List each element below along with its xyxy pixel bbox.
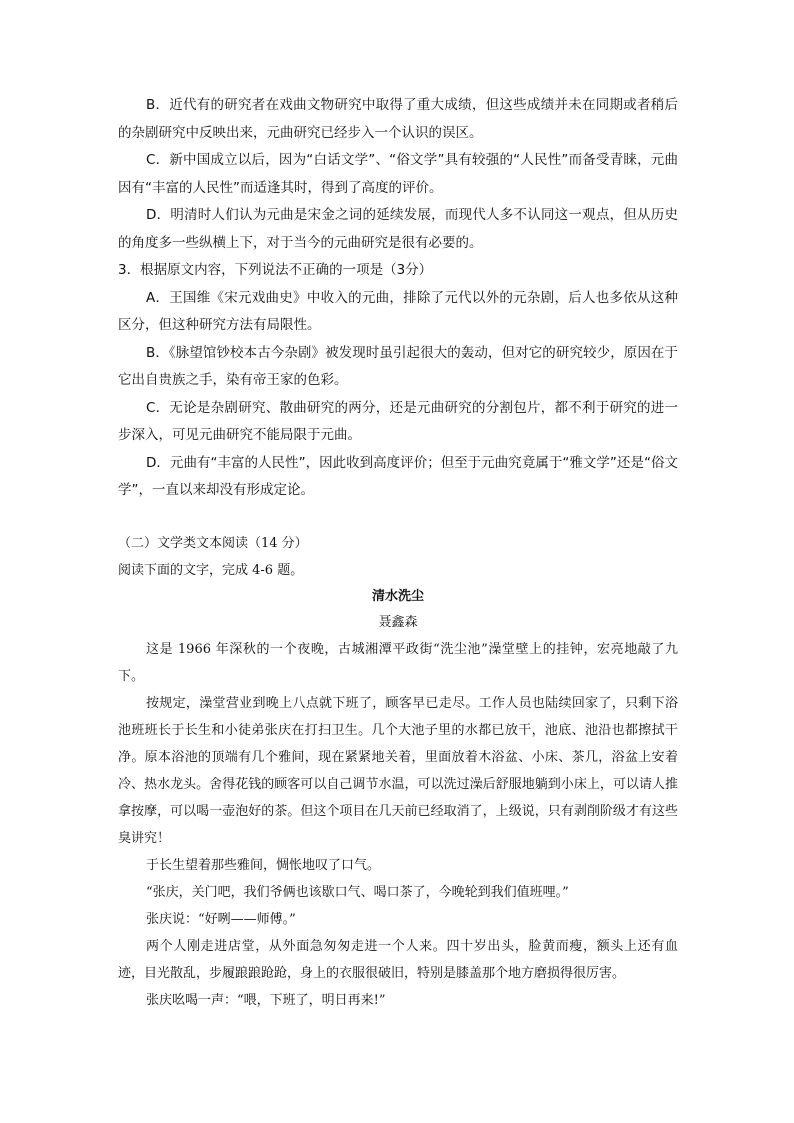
story-paragraph: 这是 1966 年深秋的一个夜晚，古城湘潭平政街“洗尘池”澡堂壁上的挂钟，宏亮地敲了九下。 [118, 642, 678, 684]
q3-option-d: D．元曲有“丰富的人民性”，因此收到高度评价；但至于元曲究竟属于“雅文学”还是“俗文学”，一直以来却没有形成定论。 [118, 454, 678, 498]
question-2-options-continued [118, 92, 678, 505]
q3-option-c: C．无论是杂剧研究、散曲研究的两分，还是元曲研究的分割包片，都不利于研究的进一步深入，可见元曲研究不能局限于元曲。 [118, 399, 678, 443]
option-c: C．新中国成立以后，因为“白话文学”、“俗文学”具有较强的“人民性”而备受青睐，元曲因有“丰富的人民性”而适逢其时，得到了高度的评价。 [118, 152, 678, 196]
story-paragraph: 张庆说：“好咧——师傅。” [146, 912, 296, 927]
story-paragraph: “张庆，关门吧，我们爷俩也该歇口气、喝口茶了，今晚轮到我们值班哩。” [146, 885, 569, 900]
section-2 [118, 530, 678, 1014]
q3-option-b: B．《脉望馆钞校本古今杂剧》被发现时虽引起很大的轰动，但对它的研究较少，原因在于它出自贵族之手，染有帝王家的色彩。 [118, 344, 678, 388]
q3-option-a: A．王国维《宋元戏曲史》中收入的元曲，排除了元代以外的元杂剧，后人也多依从这种区分，但这种研究方法有局限性。 [118, 289, 678, 333]
story-paragraph: 两个人刚走进店堂，从外面急匆匆走进一个人来。四十岁出头，脸黄而瘦，额头上还有血迹，目光散乱，步履踉踉跄跄，身上的衣服很破旧，特别是膝盖那个地方磨损得很厉害。 [118, 939, 678, 981]
question-3-stem: 3．根据原文内容，下列说法不正确的一项是（3分） [118, 262, 433, 278]
story-paragraph: 按规定，澡堂营业到晚上八点就下班了，顾客早已走尽。工作人员也陆续回家了，只剩下浴池班班长于长生和小徒弟张庆在打扫卫生。几个大池子里的水都已放干，池底、池沿也都擦拭干净。原本浴池的顶端有几个雅间，现在紧紧地关着，里面放着木浴盆、小床、茶几，浴盆上安着冷、热水龙头。舍得花钱的顾客可以自己调节水温，可以洗过澡后舒服地躺到小床上，可以请人推拿按摩，可以喝一壶泡好的茶。但这个项目在几天前已经取消了，上级说，只有剥削阶级才有这些臭讲究！ [118, 696, 678, 846]
story-title: 清水洗尘 [371, 589, 424, 604]
option-d: D．明清时人们认为元曲是宋金之词的延续发展，而现代人多不认同这一观点，但从历史的角度多一些纵横上下，对于当今的元曲研究是很有必要的。 [118, 207, 678, 251]
section-instruction: 阅读下面的文字，完成 4-6 题。 [118, 563, 304, 578]
story-author: 聂鑫森 [378, 615, 418, 630]
section-heading: （二）文学类文本阅读（14 分） [118, 536, 308, 551]
option-b: B．近代有的研究者在戏曲文物研究中取得了重大成绩，但这些成绩并未在同期或者稍后的杂剧研究中反映出来，元曲研究已经步入一个认识的误区。 [118, 97, 678, 141]
story-paragraph: 张庆吆喝一声：“喂，下班了，明日再来!” [146, 993, 386, 1008]
story-paragraph: 于长生望着那些雅间，惆怅地叹了口气。 [146, 858, 381, 873]
